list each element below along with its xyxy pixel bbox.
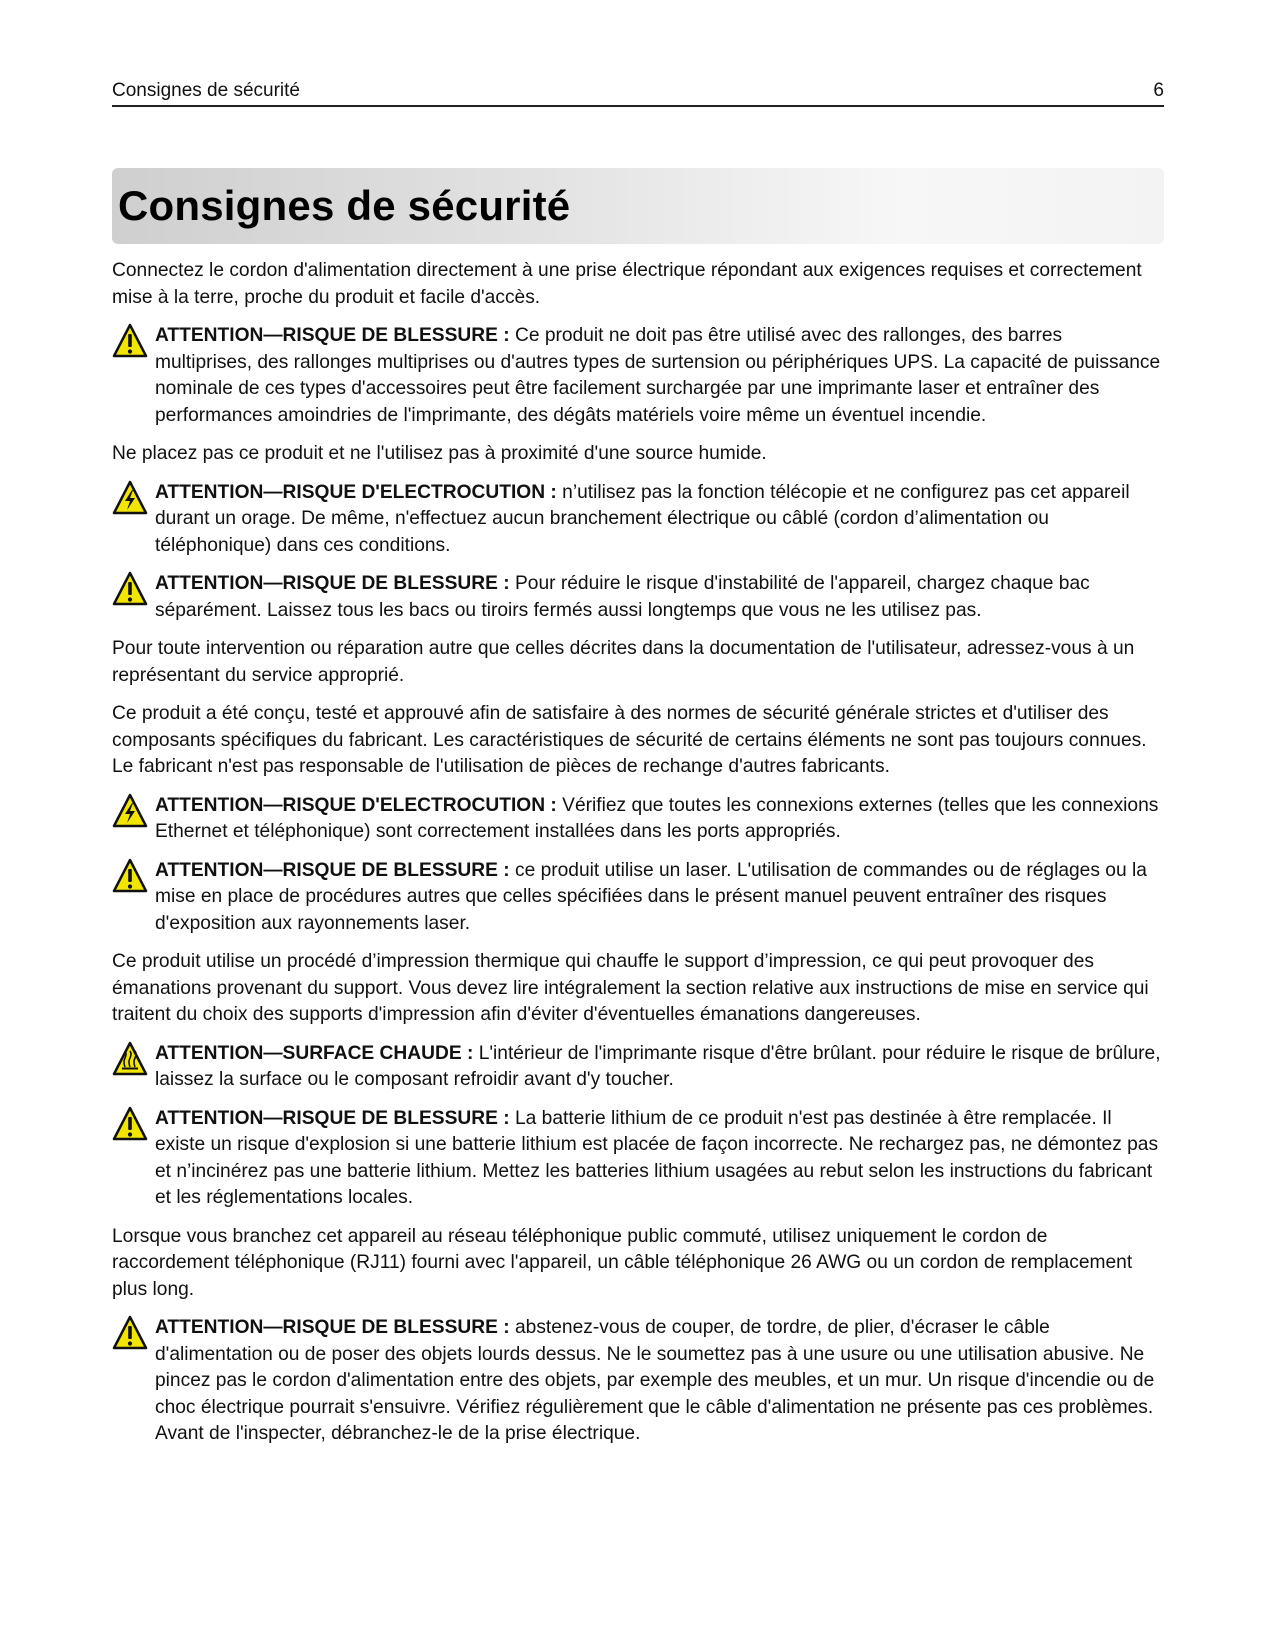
warning-label: ATTENTION—RISQUE D'ELECTROCUTION : [155, 481, 557, 503]
hot-surface-icon [112, 1041, 148, 1077]
warning-text: Vérifiez que toutes les connexions externes (telles que les connexions Ethernet et téléphonique) sont correctement installées dans les ports appropriés. [155, 794, 1159, 842]
content [112, 258, 1164, 1460]
warning-label: ATTENTION—RISQUE DE BLESSURE : [155, 1107, 510, 1129]
caution-icon [112, 1315, 148, 1351]
warning-block [112, 323, 1164, 429]
title-band [112, 168, 1164, 244]
warning-block [112, 1315, 1164, 1448]
header-section-title: Consignes de sécurité [112, 80, 300, 101]
warning-block [112, 858, 1164, 938]
warning-label: ATTENTION—RISQUE D'ELECTROCUTION : [155, 794, 557, 816]
warning-block [112, 480, 1164, 560]
caution-icon [112, 858, 148, 894]
paragraph: Ce produit a été conçu, testé et approuvé afin de satisfaire à des normes de sécurité générale strictes et d'utiliser des composants spécifiques du fabricant. Les caractéristiques de sécurité de certains éléments ne sont pas toujours connues. Le fabricant n'est pas responsable de l'utilisation de pièces de rechange d'autres fabricants. [112, 703, 1147, 777]
warning-label: ATTENTION—RISQUE DE BLESSURE : [155, 859, 510, 881]
running-header [112, 80, 1164, 107]
warning-block [112, 793, 1164, 846]
warning-text: Ce produit ne doit pas être utilisé avec des rallonges, des barres multiprises, des rallonges multiprises ou d'autres types de surtension ou périphériques UPS. La capacité de puissance nominale de ces types d'accessoires peut être facilement surchargée par une imprimante laser et entraîner des performances amoindries de l'imprimante, des dégâts matériels voire même un éventuel incendie. [155, 325, 1161, 426]
warning-label: ATTENTION—RISQUE DE BLESSURE : [155, 325, 510, 346]
paragraph: Ne placez pas ce produit et ne l'utilisez pas à proximité d'une source humide. [112, 443, 767, 464]
warning-text: n’utilisez pas la fonction télécopie et ne configurez pas cet appareil durant un orage. De même, n'effectuez aucun branchement électrique ou câblé (cordon d’alimentation ou téléphonique) dans ces conditions. [155, 481, 1130, 556]
shock-hazard-icon [112, 793, 148, 829]
warning-text: L'intérieur de l'imprimante risque d'être brûlant. pour réduire le risque de brûlure, laissez la surface ou le composant refroidir avant d'y toucher. [155, 1042, 1161, 1090]
warning-label: ATTENTION—RISQUE DE BLESSURE : [155, 573, 510, 594]
paragraph: Connectez le cordon d'alimentation directement à une prise électrique répondant aux exigences requises et correctement mise à la terre, proche du produit et facile d'accès. [112, 260, 1142, 308]
warning-label: ATTENTION—SURFACE CHAUDE : [155, 1042, 474, 1064]
caution-icon [112, 1106, 148, 1142]
warning-text: Pour réduire le risque d'instabilité de l'appareil, chargez chaque bac séparément. Laissez tous les bacs ou tiroirs fermés aussi longtemps que vous ne les utilisez pas. [155, 573, 1090, 621]
warning-text: abstenez-vous de couper, de tordre, de plier, d'écraser le câble d'alimentation ou de poser des objets lourds dessus. Ne le soumettez pas à une usure ou une utilisation abusive. Ne pincez pas le cordon d'alimentation entre des objets, par exemple des meubles, et un mur. Un risque d'incendie ou de choc électrique pourrait s'ensuivre. Vérifiez régulièrement que le câble d'alimentation ne présente pas ces problèmes. Avant de l'inspecter, débranchez-le de la prise électrique. [155, 1317, 1155, 1444]
warning-block [112, 571, 1164, 624]
caution-icon [112, 323, 148, 359]
paragraph: Pour toute intervention ou réparation autre que celles décrites dans la documentation de l'utilisateur, adressez-vous à un représentant du service approprié. [112, 638, 1135, 686]
warning-block [112, 1106, 1164, 1212]
warning-text: ce produit utilise un laser. L'utilisation de commandes ou de réglages ou la mise en place de procédures autres que celles spécifiées dans le présent manuel peuvent entraîner des risques d'exposition aux rayonnements laser. [155, 859, 1147, 934]
page-number: 6 [1153, 80, 1164, 101]
warning-block [112, 1041, 1164, 1094]
shock-hazard-icon [112, 480, 148, 516]
paragraph: Lorsque vous branchez cet appareil au réseau téléphonique public commuté, utilisez uniquement le cordon de raccordement téléphonique (RJ11) fourni avec l'appareil, un câble téléphonique 26 AWG ou un cordon de remplacement plus long. [112, 1225, 1133, 1300]
warning-text: La batterie lithium de ce produit n'est pas destinée à être remplacée. Il existe un risque d'explosion si une batterie lithium est placée de façon incorrecte. Ne rechargez pas, ne démontez pas et n’incinérez pas une batterie lithium. Mettez les batteries lithium usagées au rebut selon les instructions du fabricant et les réglementations locales. [155, 1107, 1159, 1208]
page-title: Consignes de sécurité [118, 182, 571, 229]
warning-label: ATTENTION—RISQUE DE BLESSURE : [155, 1317, 510, 1338]
caution-icon [112, 571, 148, 607]
paragraph: Ce produit utilise un procédé d’impression thermique qui chauffe le support d’impression, ce qui peut provoquer des émanations provenant du support. Vous devez lire intégralement la section relative aux instructions de mise en service qui traitent du choix des supports d'impression afin d'éviter d'éventuelles émanations dangereuses. [112, 951, 1149, 1025]
